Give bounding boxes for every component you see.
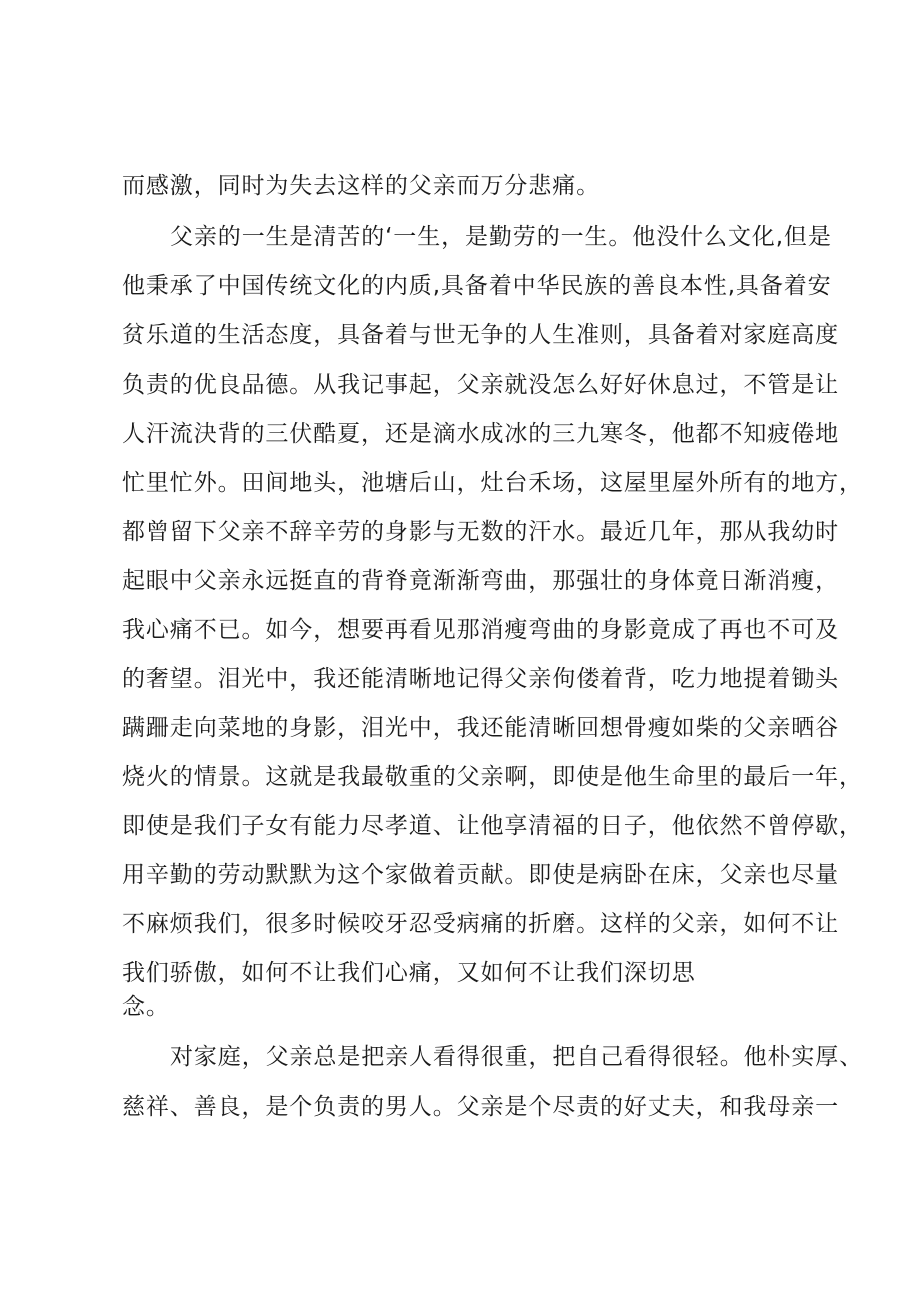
text-line: 不麻烦我们，很多时候咬牙忍受病痛的折磨。这样的父亲，如何不让 xyxy=(122,911,839,937)
text-line: 念。 xyxy=(122,994,170,1020)
text-line: 负责的优良品德。从我记事起，父亲就没怎么好好休息过，不管是让 xyxy=(122,372,839,398)
text-line: 慈祥、善良，是个负责的男人。父亲是个尽责的好丈夫，和我母亲一 xyxy=(122,1094,839,1120)
paragraph-start-line: 父亲的一生是清苦的‘一生，是勤劳的一生。他没什么文化,但是 xyxy=(170,224,832,250)
text-line: 都曾留下父亲不辞辛劳的身影与无数的汗水。最近几年，那从我幼时 xyxy=(122,519,839,545)
text-line: 烧火的情景。这就是我最敬重的父亲啊，即使是他生命里的最后一年， xyxy=(122,764,863,790)
text-line: 贫乐道的生活态度，具备着与世无争的人生准则，具备着对家庭高度 xyxy=(122,322,839,348)
text-line: 用辛勤的劳动默默为这个家做着贡献。即使是病卧在床，父亲也尽量 xyxy=(122,862,839,888)
text-line: 的奢望。泪光中，我还能清晰地记得父亲佝偻着背，吃力地提着锄头 xyxy=(122,666,839,692)
text-line: 蹒跚走向菜地的身影，泪光中，我还能清晰回想骨瘦如柴的父亲晒谷 xyxy=(122,715,839,741)
text-line: 起眼中父亲永远挺直的背脊竟渐渐弯曲，那强壮的身体竟日渐消瘦， xyxy=(122,568,839,594)
text-line: 人汗流決背的三伏酷夏，还是滴水成冰的三九寒冬，他都不知疲倦地 xyxy=(122,421,839,447)
text-line: 而感激，同时为失去这样的父亲而万分悲痛。 xyxy=(122,173,600,199)
paragraph-start-line: 对家庭，父亲总是把亲人看得很重，把自己看得很轻。他朴实厚、 xyxy=(170,1044,864,1070)
text-line: 他秉承了中国传统文化的内质,具备着中华民族的善良本性,具备着安 xyxy=(122,273,832,299)
text-line: 我心痛不已。如今，想要再看见那消瘦弯曲的身影竟成了再也不可及 xyxy=(122,617,839,643)
text-line: 即使是我们子女有能力尽孝道、让他享清福的日子，他依然不曾停歇， xyxy=(122,813,863,839)
text-line: 忙里忙外。田间地头，池塘后山，灶台禾场，这屋里屋外所有的地方， xyxy=(122,470,863,496)
text-line: 我们骄傲，如何不让我们心痛，又如何不让我们深切思 xyxy=(122,960,696,986)
